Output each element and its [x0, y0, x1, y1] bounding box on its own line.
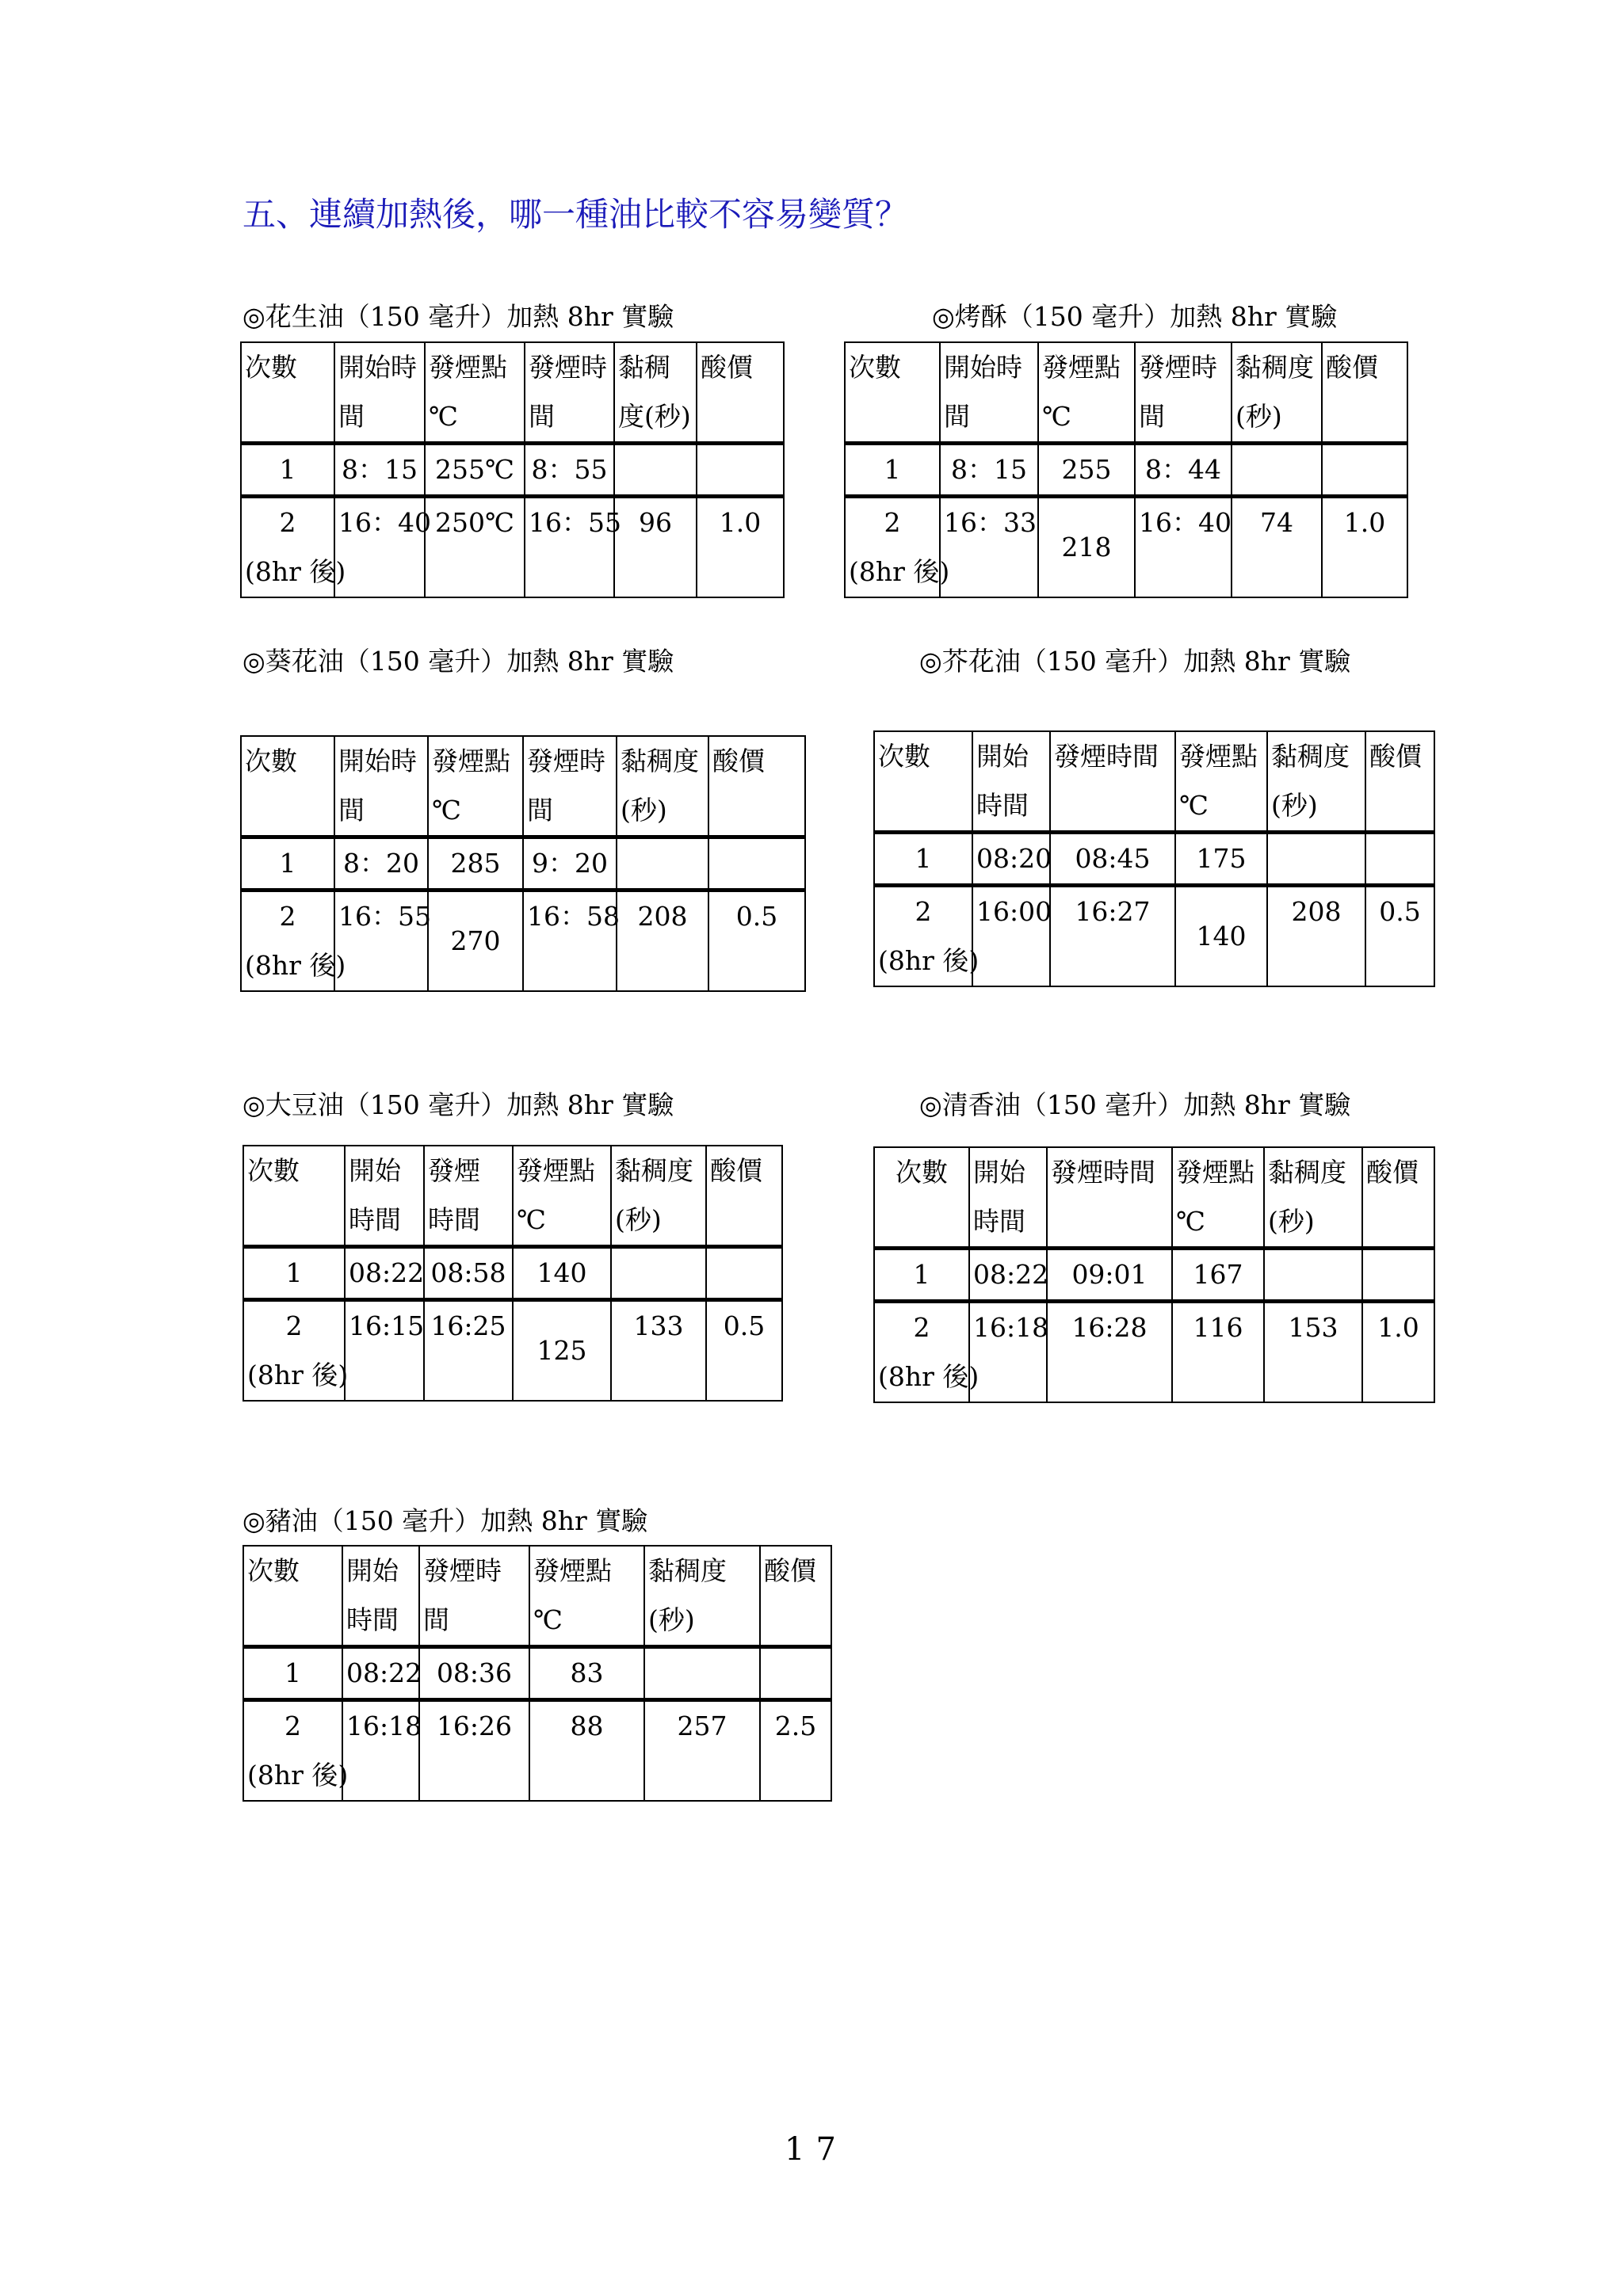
cell-smoke-time: 8：55 [525, 444, 614, 497]
cell-viscosity: 208 [617, 891, 708, 992]
table-row [243, 1647, 831, 1700]
cell-count: 1 [241, 444, 334, 497]
table-caption-peanut-oil: ◎花生油（150 毫升）加熱 8hr 實驗 [242, 301, 674, 332]
table-caption-soybean-oil: ◎大豆油（150 毫升）加熱 8hr 實驗 [242, 1089, 674, 1120]
cell-start-time: 8：15 [334, 444, 425, 497]
cell-smoke-point: 83 [529, 1647, 644, 1700]
cell-start-time: 16：33 [940, 497, 1038, 598]
header-smoke-time: 發煙時 間 [523, 736, 617, 837]
cell-start-time: 16:18 [969, 1302, 1047, 1403]
table-caption-fragrant-oil: ◎清香油（150 毫升）加熱 8hr 實驗 [919, 1089, 1351, 1120]
cell-count: 1 [241, 837, 334, 891]
cell-smoke-point: 285 [428, 837, 523, 891]
cell-acid-value [1362, 1249, 1434, 1302]
header-count: 次數 [241, 736, 334, 837]
cell-start-time: 8：15 [940, 444, 1038, 497]
table-caption-canola-oil: ◎芥花油（150 毫升）加熱 8hr 實驗 [919, 646, 1351, 677]
cell-smoke-time: 16：58 [523, 891, 617, 992]
header-start-time: 開始 時間 [969, 1147, 1047, 1249]
table-row [845, 497, 1407, 598]
cell-count: 1 [243, 1647, 342, 1700]
cell-smoke-point: 270 [428, 891, 523, 992]
table-row [874, 833, 1434, 886]
cell-smoke-time: 16:25 [424, 1300, 513, 1402]
table-header-row [874, 731, 1434, 833]
cell-smoke-point: 116 [1172, 1302, 1264, 1403]
cell-smoke-point: 88 [529, 1700, 644, 1802]
table-header-row [874, 1147, 1434, 1249]
cell-viscosity [1267, 833, 1365, 886]
table-row [241, 891, 805, 992]
header-smoke-time: 發煙時 間 [1135, 342, 1232, 444]
header-count: 次數 [874, 731, 972, 833]
header-count: 次數 [241, 342, 334, 444]
cell-smoke-time: 08:58 [424, 1247, 513, 1300]
cell-acid-value [1365, 833, 1434, 886]
table-shortening [844, 341, 1408, 598]
cell-acid-value [760, 1647, 831, 1700]
header-viscosity: 黏稠度 (秒) [644, 1546, 760, 1647]
header-acid-value: 酸價 [760, 1546, 831, 1647]
cell-viscosity: 208 [1267, 886, 1365, 987]
page-number: 17 [785, 2131, 847, 2168]
cell-smoke-point: 125 [513, 1300, 611, 1402]
table-header-row [243, 1546, 831, 1647]
cell-acid-value: 0.5 [706, 1300, 782, 1402]
header-count: 次數 [874, 1147, 969, 1249]
header-start-time: 開始 時間 [972, 731, 1050, 833]
cell-viscosity: 96 [614, 497, 697, 598]
cell-acid-value [697, 444, 784, 497]
cell-count: 1 [845, 444, 940, 497]
cell-viscosity [644, 1647, 760, 1700]
header-smoke-time: 發煙 時間 [424, 1146, 513, 1247]
table-header-row [241, 342, 784, 444]
header-viscosity: 黏稠度 (秒) [617, 736, 708, 837]
cell-viscosity: 133 [611, 1300, 706, 1402]
table-caption-lard: ◎豬油（150 毫升）加熱 8hr 實驗 [242, 1505, 648, 1536]
table-row [243, 1300, 782, 1402]
header-acid-value: 酸價 [697, 342, 784, 444]
cell-acid-value: 0.5 [1365, 886, 1434, 987]
cell-start-time: 08:22 [969, 1249, 1047, 1302]
cell-acid-value: 1.0 [1322, 497, 1407, 598]
cell-smoke-time: 16：55 [525, 497, 614, 598]
cell-viscosity: 74 [1232, 497, 1322, 598]
table-row [243, 1247, 782, 1300]
table-row [241, 837, 805, 891]
header-viscosity: 黏稠 度(秒) [614, 342, 697, 444]
header-smoke-point: 發煙點 ℃ [1175, 731, 1267, 833]
cell-count: 2 (8hr 後) [241, 497, 334, 598]
cell-viscosity: 257 [644, 1700, 760, 1802]
cell-viscosity [614, 444, 697, 497]
cell-smoke-point: 255 [1038, 444, 1135, 497]
table-header-row [243, 1146, 782, 1247]
cell-acid-value: 0.5 [708, 891, 805, 992]
cell-acid-value [706, 1247, 782, 1300]
cell-start-time: 08:22 [342, 1647, 419, 1700]
cell-smoke-point: 167 [1172, 1249, 1264, 1302]
cell-smoke-point: 250℃ [425, 497, 525, 598]
cell-start-time: 16：40 [334, 497, 425, 598]
cell-smoke-time: 16:28 [1047, 1302, 1172, 1403]
header-acid-value: 酸價 [708, 736, 805, 837]
cell-smoke-point: 255℃ [425, 444, 525, 497]
header-start-time: 開始時 間 [334, 736, 428, 837]
cell-count: 1 [874, 1249, 969, 1302]
cell-smoke-time: 16：40 [1135, 497, 1232, 598]
cell-start-time: 16：55 [334, 891, 428, 992]
cell-smoke-time: 16:26 [419, 1700, 529, 1802]
cell-smoke-time: 08:36 [419, 1647, 529, 1700]
header-start-time: 開始 時間 [342, 1546, 419, 1647]
header-count: 次數 [845, 342, 940, 444]
cell-start-time: 16:18 [342, 1700, 419, 1802]
header-acid-value: 酸價 [1362, 1147, 1434, 1249]
header-smoke-time: 發煙時 間 [419, 1546, 529, 1647]
header-acid-value: 酸價 [706, 1146, 782, 1247]
table-row [241, 444, 784, 497]
cell-count: 2 (8hr 後) [845, 497, 940, 598]
table-fragrant-oil [873, 1146, 1435, 1403]
table-header-row [845, 342, 1407, 444]
header-smoke-point: 發煙點 ℃ [513, 1146, 611, 1247]
header-viscosity: 黏稠度 (秒) [1264, 1147, 1362, 1249]
header-start-time: 開始 時間 [345, 1146, 424, 1247]
cell-smoke-point: 218 [1038, 497, 1135, 598]
cell-smoke-point: 175 [1175, 833, 1267, 886]
table-header-row [241, 736, 805, 837]
cell-smoke-point: 140 [513, 1247, 611, 1300]
table-row [243, 1700, 831, 1802]
page-title: 五、連續加熱後，哪一種油比較不容易變質？ [242, 195, 909, 234]
cell-smoke-point: 140 [1175, 886, 1267, 987]
header-start-time: 開始時 間 [334, 342, 425, 444]
cell-viscosity [1264, 1249, 1362, 1302]
cell-acid-value: 2.5 [760, 1700, 831, 1802]
cell-start-time: 8：20 [334, 837, 428, 891]
table-row [874, 1249, 1434, 1302]
cell-count: 2 (8hr 後) [243, 1700, 342, 1802]
table-caption-sunflower-oil: ◎葵花油（150 毫升）加熱 8hr 實驗 [242, 646, 674, 677]
header-viscosity: 黏稠度 (秒) [1267, 731, 1365, 833]
cell-smoke-time: 9：20 [523, 837, 617, 891]
table-row [241, 497, 784, 598]
header-acid-value: 酸價 [1322, 342, 1407, 444]
header-acid-value: 酸價 [1365, 731, 1434, 833]
cell-viscosity [1232, 444, 1322, 497]
table-canola-oil [873, 730, 1435, 987]
cell-smoke-time: 16:27 [1050, 886, 1175, 987]
header-smoke-time: 發煙時 間 [525, 342, 614, 444]
cell-start-time: 16:00 [972, 886, 1050, 987]
header-smoke-point: 發煙點 ℃ [529, 1546, 644, 1647]
cell-count: 2 (8hr 後) [243, 1300, 345, 1402]
table-row [845, 444, 1407, 497]
cell-viscosity [617, 837, 708, 891]
table-caption-shortening: ◎烤酥（150 毫升）加熱 8hr 實驗 [932, 301, 1338, 332]
table-row [874, 886, 1434, 987]
header-viscosity: 黏稠度 (秒) [1232, 342, 1322, 444]
cell-count: 2 (8hr 後) [874, 886, 972, 987]
cell-viscosity: 153 [1264, 1302, 1362, 1403]
header-smoke-point: 發煙點 ℃ [1172, 1147, 1264, 1249]
cell-smoke-time: 08:45 [1050, 833, 1175, 886]
header-smoke-time: 發煙時間 [1050, 731, 1175, 833]
header-count: 次數 [243, 1546, 342, 1647]
cell-count: 2 (8hr 後) [874, 1302, 969, 1403]
cell-acid-value: 1.0 [697, 497, 784, 598]
cell-start-time: 08:20 [972, 833, 1050, 886]
table-peanut-oil [240, 341, 785, 598]
cell-acid-value [1322, 444, 1407, 497]
cell-count: 1 [243, 1247, 345, 1300]
header-viscosity: 黏稠度 (秒) [611, 1146, 706, 1247]
table-row [874, 1302, 1434, 1403]
header-start-time: 開始時 間 [940, 342, 1038, 444]
cell-viscosity [611, 1247, 706, 1300]
cell-acid-value: 1.0 [1362, 1302, 1434, 1403]
header-smoke-point: 發煙點 ℃ [425, 342, 525, 444]
header-smoke-point: 發煙點 ℃ [428, 736, 523, 837]
cell-start-time: 08:22 [345, 1247, 424, 1300]
table-lard [242, 1545, 832, 1802]
header-smoke-time: 發煙時間 [1047, 1147, 1172, 1249]
cell-smoke-time: 09:01 [1047, 1249, 1172, 1302]
cell-smoke-time: 8：44 [1135, 444, 1232, 497]
table-sunflower-oil [240, 735, 806, 992]
header-smoke-point: 發煙點 ℃ [1038, 342, 1135, 444]
cell-acid-value [708, 837, 805, 891]
cell-count: 1 [874, 833, 972, 886]
cell-count: 2 (8hr 後) [241, 891, 334, 992]
table-soybean-oil [242, 1145, 783, 1402]
header-count: 次數 [243, 1146, 345, 1247]
cell-start-time: 16:15 [345, 1300, 424, 1402]
